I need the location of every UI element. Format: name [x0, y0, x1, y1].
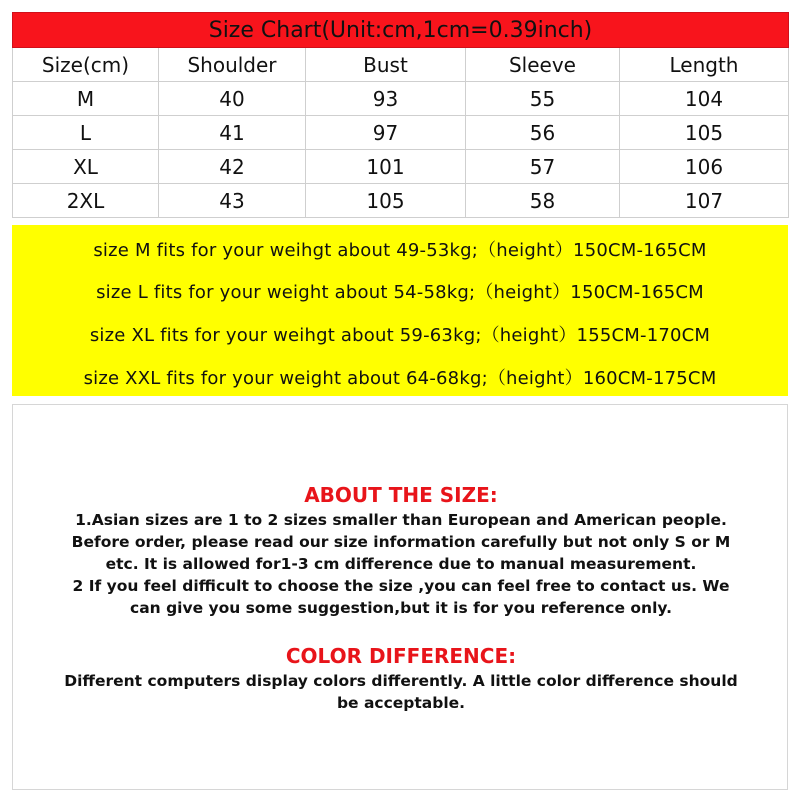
fit-guide-line-m: size M fits for your weihgt about 49-53kg;（height）150CM-165CM — [93, 240, 707, 261]
table-row — [13, 82, 789, 116]
column-header: Size(cm) — [13, 48, 159, 82]
about-size-line: 2 If you feel difficult to choose the size ,you can feel free to contact us. We — [72, 577, 730, 595]
table-cell: 57 — [466, 150, 620, 184]
table-cell: 43 — [159, 184, 306, 218]
table-cell: 106 — [620, 150, 789, 184]
about-size-text — [13, 509, 789, 619]
table-cell: 101 — [306, 150, 466, 184]
color-difference-line: Different computers display colors differently. A little color difference should — [64, 672, 738, 690]
table-cell: M — [13, 82, 159, 116]
table-cell: 42 — [159, 150, 306, 184]
table-cell: 107 — [620, 184, 789, 218]
table-cell: XL — [13, 150, 159, 184]
about-size-line: 1.Asian sizes are 1 to 2 sizes smaller than European and American people. — [75, 511, 727, 529]
info-panel — [12, 404, 788, 790]
table-row — [13, 150, 789, 184]
about-size-heading: ABOUT THE SIZE: — [304, 483, 498, 507]
fit-guide-panel — [12, 225, 788, 396]
table-row — [13, 184, 789, 218]
fit-guide-line-xl: size XL fits for your weihgt about 59-63kg;（height）155CM-170CM — [89, 325, 711, 346]
fit-guide-line-xxl: size XXL fits for your weight about 64-68kg;（height）160CM-175CM — [83, 368, 717, 389]
table-cell: 41 — [159, 116, 306, 150]
table-cell: L — [13, 116, 159, 150]
color-difference-text — [13, 670, 789, 714]
table-cell: 55 — [466, 82, 620, 116]
size-chart-title: Size Chart(Unit:cm,1cm=0.39inch) — [13, 13, 789, 48]
table-cell: 97 — [306, 116, 466, 150]
table-cell: 56 — [466, 116, 620, 150]
color-difference-line: be acceptable. — [336, 694, 466, 712]
table-cell: 105 — [620, 116, 789, 150]
size-chart — [12, 12, 788, 218]
column-header: Sleeve — [466, 48, 620, 82]
table-row — [13, 116, 789, 150]
title-row — [13, 13, 789, 48]
about-size-line: Before order, please read our size information carefully but not only S or M — [71, 533, 731, 551]
table-cell: 93 — [306, 82, 466, 116]
table-cell: 58 — [466, 184, 620, 218]
about-size-line: etc. It is allowed for1-3 cm difference due to manual measurement. — [105, 555, 697, 573]
table-cell: 40 — [159, 82, 306, 116]
column-header: Shoulder — [159, 48, 306, 82]
column-header: Length — [620, 48, 789, 82]
fit-guide-line-l: size L fits for your weight about 54-58kg;（height）150CM-165CM — [96, 282, 704, 303]
table-cell: 104 — [620, 82, 789, 116]
size-table — [12, 12, 789, 218]
header-row — [13, 48, 789, 82]
table-cell: 105 — [306, 184, 466, 218]
color-difference-heading: COLOR DIFFERENCE: — [285, 644, 517, 668]
table-cell: 2XL — [13, 184, 159, 218]
column-header: Bust — [306, 48, 466, 82]
about-size-line: can give you some suggestion,but it is for you reference only. — [130, 599, 672, 617]
